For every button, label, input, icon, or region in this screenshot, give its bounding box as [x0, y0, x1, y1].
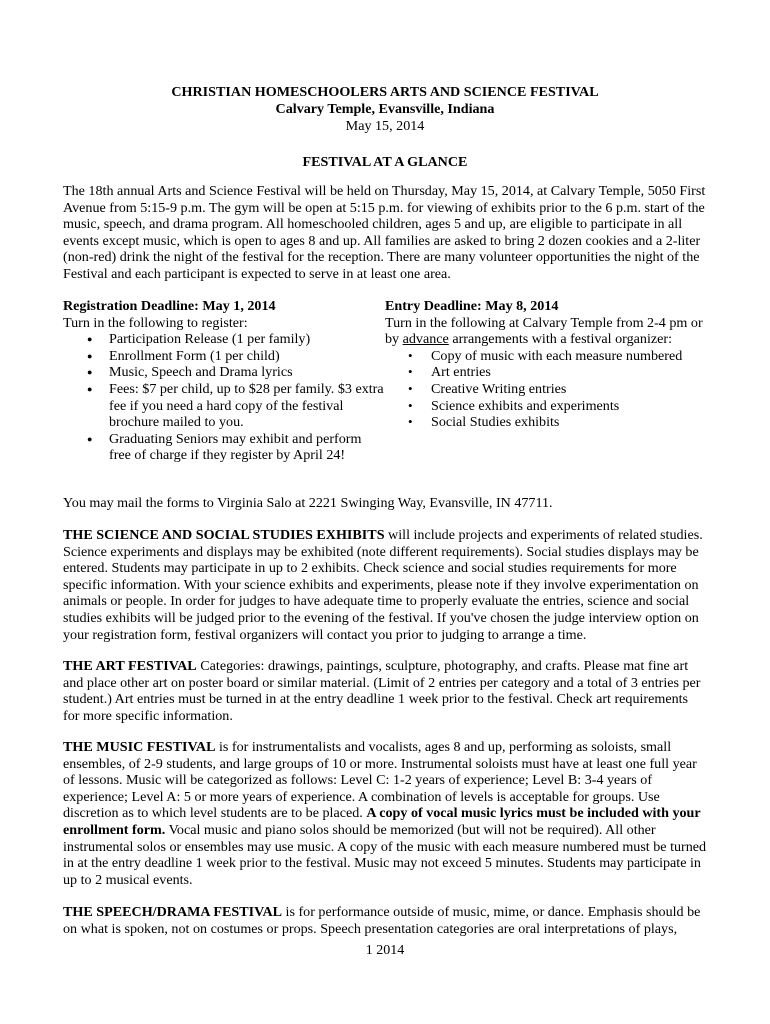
- registration-lead: Turn in the following to register:: [63, 314, 248, 331]
- list-item: • Copy of music with each measure numbered: [385, 348, 707, 365]
- science-body: will include projects and experiments of related studies. Science experiments and displays may be exhibited (note different requirements). Social studies displays may be entered. Students may participate in up to 2 exhibits. Check science and social studies requirements for more specific information. With your science exhibits and experiments, please note if they involve experimentation on animals or people. In order for judges to have adequate time to properly evaluate the entries, science and social studies exhibits will be judged prior to the evening of the festival. If you've chosen the judge interview option on your registration form, festival organizers will contact you prior to judging to arrange a time.: [63, 527, 703, 643]
- glance-title: FESTIVAL AT A GLANCE: [302, 154, 468, 170]
- festival-date: May 15, 2014: [345, 118, 425, 134]
- music-lead: THE MUSIC FESTIVAL: [63, 739, 216, 755]
- music-bold-note: A copy of vocal music lyrics must be included with your enrollment form.: [63, 805, 701, 838]
- festival-venue: Calvary Temple, Evansville, Indiana: [275, 101, 495, 117]
- registration-column: [63, 298, 385, 464]
- art-body: Categories: drawings, paintings, sculpture, photography, and crafts. Please mat fine art and place other art on poster board or similar material. (Limit of 2 entries per category and a total of 3 entries per student.) Art entries must be turned in at the entry deadline 1 week prior to the festival. Check art requirements for more specific information.: [63, 658, 701, 724]
- music-body-a: is for instrumentalists and vocalists, ages 8 and up, performing as soloists, small ensembles, of 2-9 students, and large groups of 10 or more. Instrumental soloists must have at least one full year of lessons. Music will be categorized as follows: Level C: 1-2 years of experience; Level B: 3-4 years of experience; Level A: 5 or more years of experience. A combination of levels is acceptable for groups. Use discretion as to which level students are to be placed.: [63, 739, 697, 822]
- entry-column: [385, 298, 707, 431]
- list-item: • Science exhibits and experiments: [385, 398, 707, 415]
- list-item: ● Fees: $7 per child, up to $28 per family. $3 extra fee if you need a hard copy of the festival brochure mailed to you.: [63, 381, 385, 431]
- music-body-b: Vocal music and piano solos should be memorized (but will not be required). All other instrumental solos or ensembles may use music. A copy of the music with each measure numbered must be turned in at the entry deadline 1 week prior to the festival. Music may not exceed 5 minutes. Students may participate in up to 2 musical events.: [63, 821, 707, 888]
- music-paragraph: [63, 739, 707, 888]
- list-item: • Creative Writing entries: [385, 381, 707, 398]
- list-item: ● Participation Release (1 per family): [63, 331, 385, 348]
- entry-heading: Entry Deadline: May 8, 2014: [385, 298, 559, 314]
- art-paragraph: [63, 658, 707, 724]
- science-lead: THE SCIENCE AND SOCIAL STUDIES EXHIBITS: [63, 527, 385, 543]
- document-header: [63, 84, 707, 135]
- science-paragraph: [63, 527, 707, 643]
- speech-paragraph: [63, 904, 707, 937]
- art-lead: THE ART FESTIVAL: [63, 658, 197, 674]
- registration-list: [63, 331, 385, 464]
- speech-body: is for performance outside of music, mime, or dance. Emphasis should be on what is spoken, not on costumes or props. Speech presentation categories are oral interpretations of plays,: [63, 904, 701, 937]
- entry-lead-text-b: arrangements with a festival organizer:: [448, 331, 672, 348]
- list-item: • Art entries: [385, 364, 707, 381]
- entry-lead-text-a: Turn in the following at Calvary Temple from 2-4 pm or by: [385, 314, 703, 348]
- list-item: ● Enrollment Form (1 per child): [63, 348, 385, 365]
- list-item: ● Music, Speech and Drama lyrics: [63, 364, 385, 381]
- entry-lead-underlined: advance: [402, 331, 449, 348]
- entry-list: [385, 348, 707, 431]
- page-footer: 1 2014: [365, 943, 405, 958]
- entry-lead: [385, 315, 707, 348]
- list-item: • Social Studies exhibits: [385, 414, 707, 431]
- intro-paragraph: The 18th annual Arts and Science Festival will be held on Thursday, May 15, 2014, at Calvary Temple, 5050 First Avenue from 5:15-9 p.m. The gym will be open at 5:15 p.m. for viewing of exhibits prior to the 6 p.m. start of the music, speech, and drama program. All homeschooled children, ages 5 and up, are eligible to participate in all events except music, which is open to ages 8 and up. All families are asked to bring 2 dozen cookies and a 2-liter (non-red) drink the night of the festival for the reception. There are many volunteer opportunities the night of the Festival and each participant is expected to serve in at least one area.: [63, 183, 706, 282]
- speech-lead: THE SPEECH/DRAMA FESTIVAL: [63, 904, 283, 920]
- list-item: ● Graduating Seniors may exhibit and perform free of charge if they register by April 24!: [63, 431, 385, 464]
- mail-paragraph: You may mail the forms to Virginia Salo at 2221 Swinging Way, Evansville, IN 47711.: [63, 495, 553, 511]
- registration-heading: Registration Deadline: May 1, 2014: [63, 298, 276, 314]
- festival-title: CHRISTIAN HOMESCHOOLERS ARTS AND SCIENCE FESTIVAL: [171, 84, 599, 100]
